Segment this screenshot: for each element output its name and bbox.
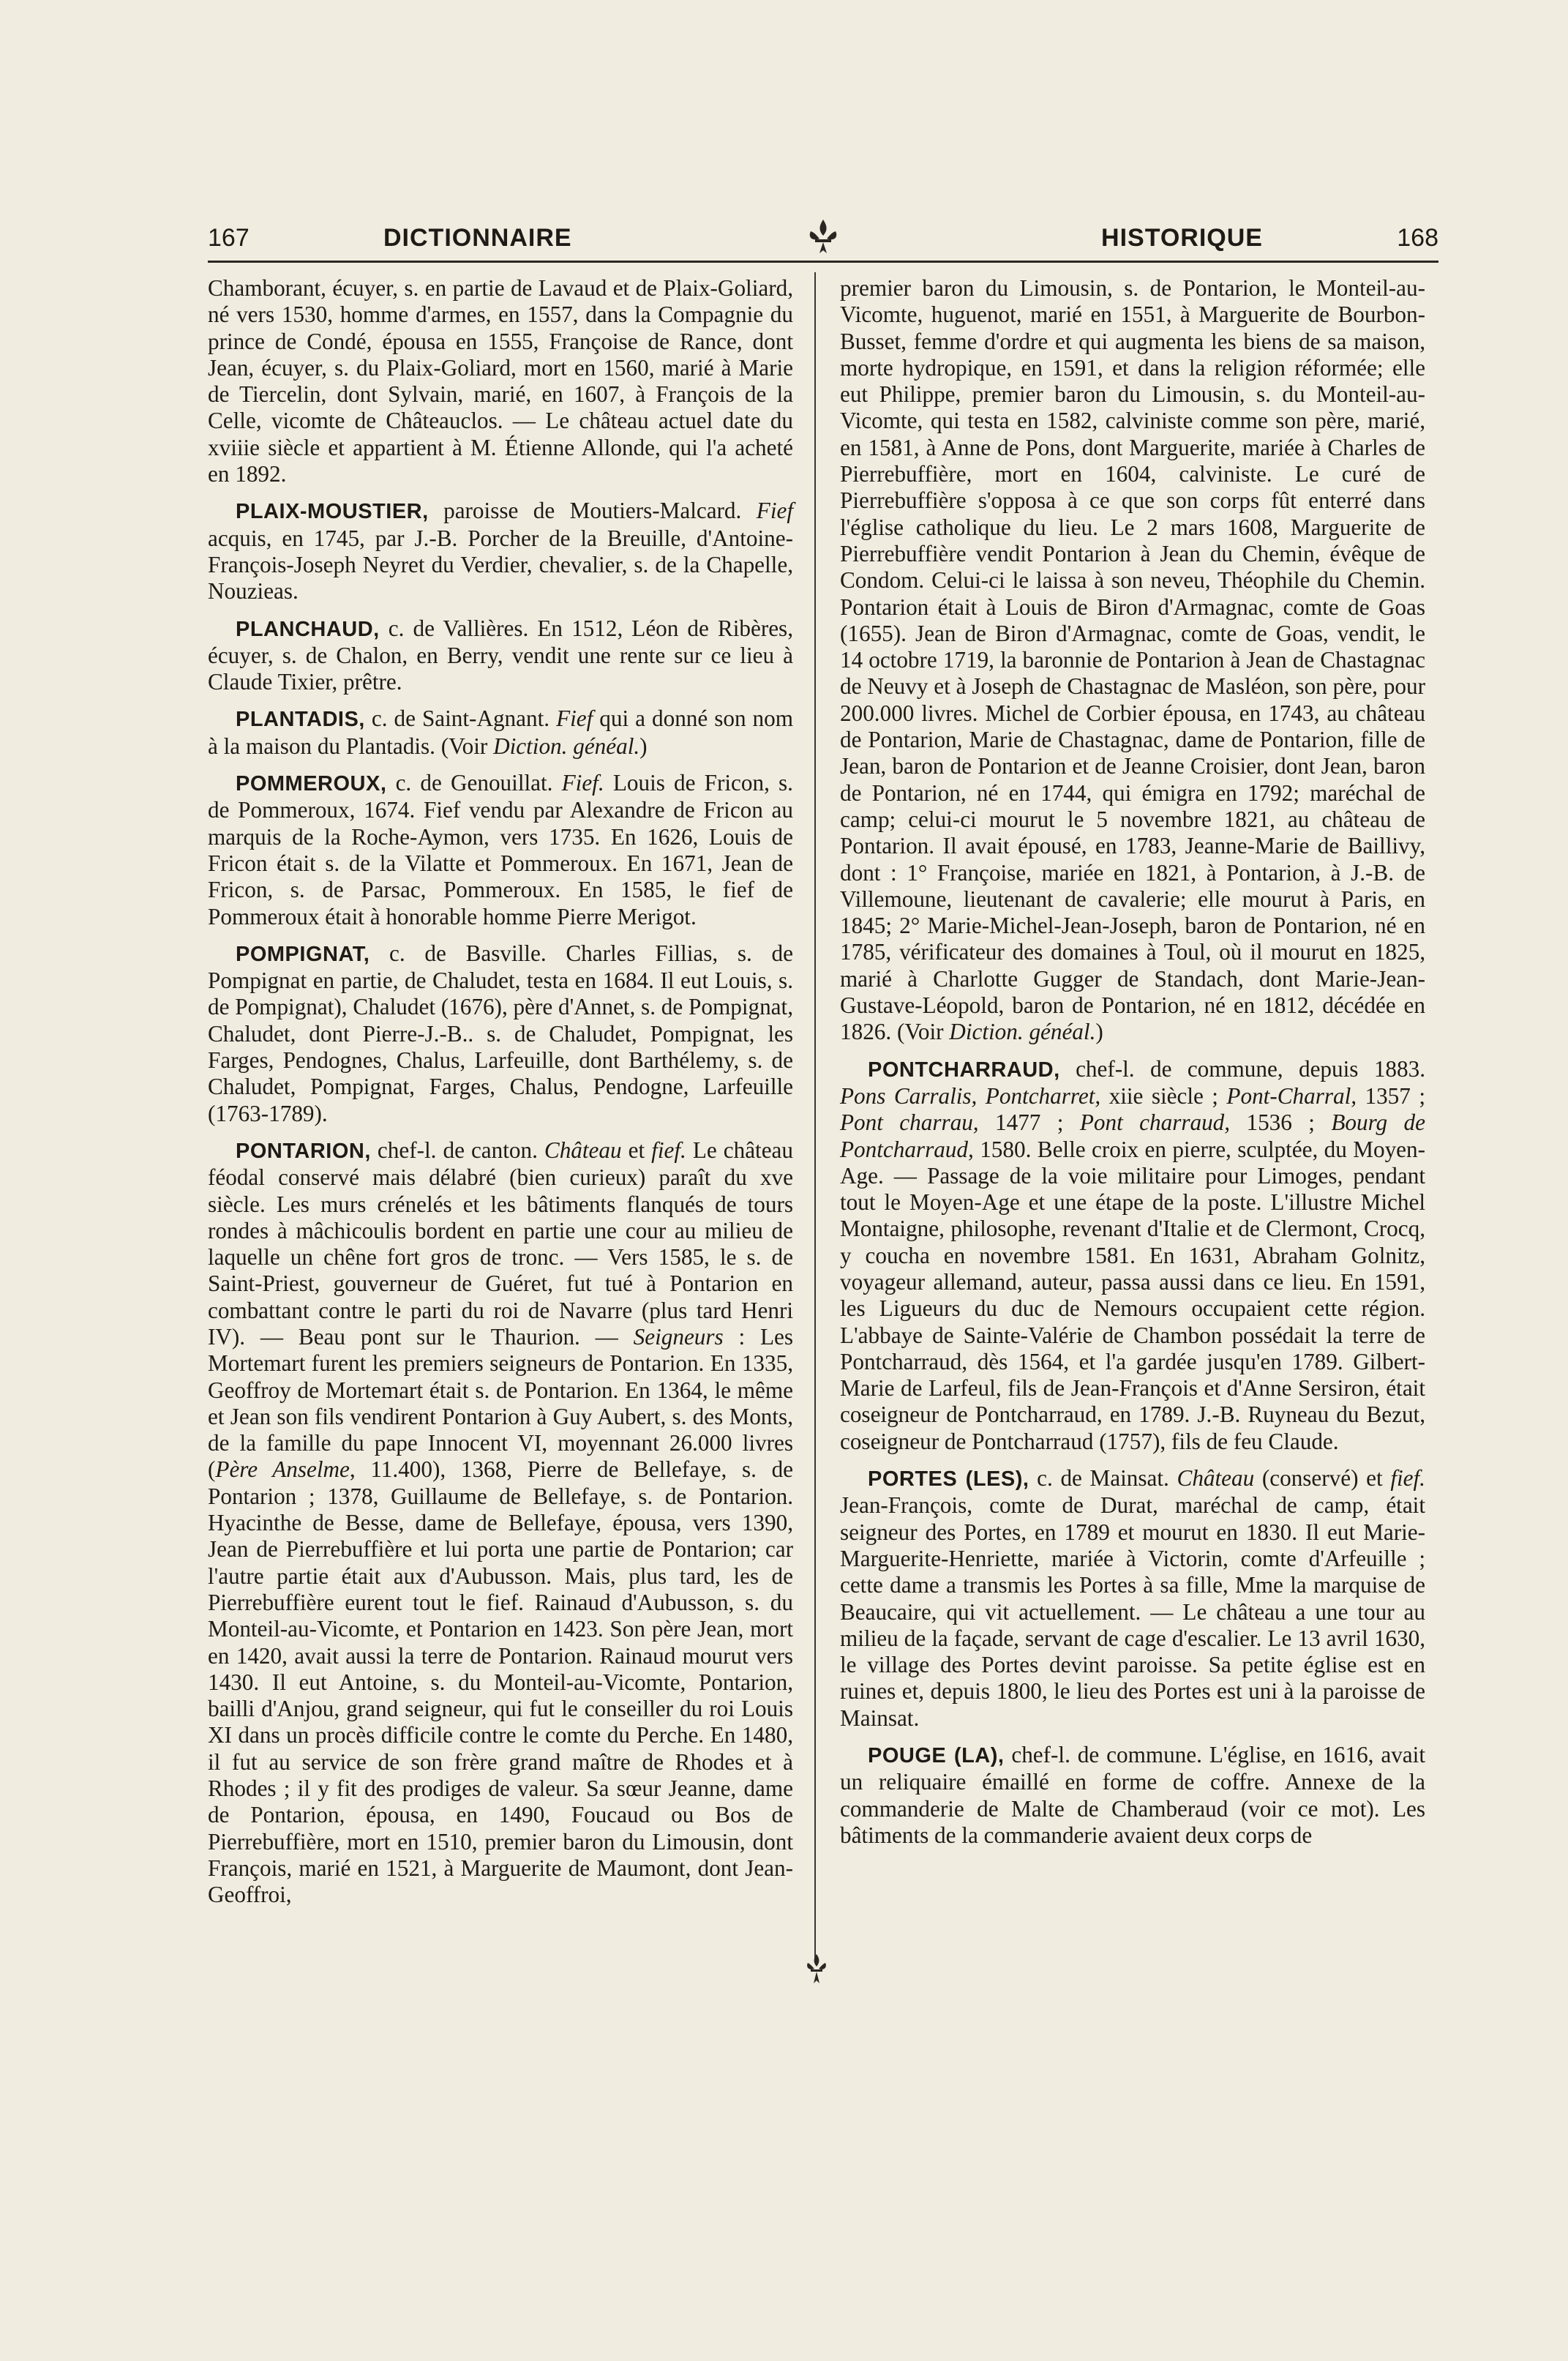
header-rule — [208, 261, 1438, 263]
headword: POMPIGNAT, — [236, 942, 370, 966]
right-column — [840, 275, 1425, 1859]
entry-pouge-la: POUGE (LA), chef-l. de commune. L'église, en 1616, avait un reliquaire émaillé en forme de coffre. Annexe de la commanderie de Malte de Chamberaud (voir ce mot). Les bâtiments de la commanderie avaient deux corps de — [840, 1742, 1425, 1848]
entry-pontcharraud: PONTCHARRAUD, chef-l. de commune, depuis 1883. Pons Carralis, Pontcharret, xiie siècle ; Pont-Charral, 1357 ; Pont charrau, 1477 ; Pont charraud, 1536 ; Bourg de Pontcharraud, 1580. Belle croix en pierre, sculptée, du Moyen-Age. — Passage de la voie militaire pour Limoges, pendant tout le Moyen-Age et une étape de la poste. L'illustre Michel Montaigne, philosophe, revenant d'Italie et de Clermont, Crocq, y coucha en novembre 1581. En 1631, Abraham Golnitz, voyageur allemand, auteur, passa aussi dans ce lieu. En 1591, les Ligueurs du duc de Nemours occupaient cette région. L'abbaye de Sainte-Valérie de Chambon possédait la terre de Pontcharraud, dès 1564, et l'a gardée jusqu'en 1789. Gilbert-Marie de Larfeul, fils de Jean-François et d'Anne Sersiron, était coseigneur de Pontcharraud, en 1789. J.-B. Ruyneau du Bezut, coseigneur de Pontcharraud (1757), fils de feu Claude. — [840, 1055, 1425, 1454]
left-column — [208, 275, 793, 1919]
column-divider — [814, 272, 816, 1963]
headword: PLANTADIS, — [236, 708, 365, 732]
running-title-left: DICTIONNAIRE — [383, 224, 572, 252]
headword: PONTARION, — [236, 1139, 371, 1163]
running-title-right: HISTORIQUE — [1101, 224, 1263, 252]
entry-portes-les: PORTES (LES), c. de Mainsat. Château (conservé) et fief. Jean-François, comte de Durat, maréchal de camp, était seigneur des Portes, en 1789 et mourut en 1830. Il eut Marie-Marguerite-Henriette, mariée à Victorin, comte d'Arfeuille ; cette dame a transmis les Portes à sa fille, Mme la marquise de Beaucaire, qui vit actuellement. — Le château a une tour au milieu de la façade, servant de cage d'escalier. Le 13 avril 1630, le village des Portes devint paroisse. Sa petite église est en ruines et, depuis 1800, le lieu des Portes est uni à la paroisse de Mainsat. — [840, 1465, 1425, 1731]
entry-pommeroux: POMMEROUX, c. de Genouillat. Fief. Louis de Fricon, s. de Pommeroux, 1674. Fief vendu par Alexandre de Fricon au marquis de la Roche-Aymon, vers 1735. En 1626, Louis de Fricon était s. de la Vilatte et Pommeroux. En 1671, Jean de Fricon, s. de Parsac, Pommeroux. En 1585, le fief de Pommeroux était à honorable homme Pierre Merigot. — [208, 770, 793, 929]
entry-planchaud: PLANCHAUD, c. de Vallières. En 1512, Léon de Ribères, écuyer, s. de Chalon, en Berry, vendit une rente sur ce lieu à Claude Tixier, prêtre. — [208, 615, 793, 695]
continued-entry: premier baron du Limousin, s. de Pontarion, le Monteil-au-Vicomte, huguenot, marié en 1551, à Marguerite de Bourbon-Busset, femme d'ordre et qui augmenta les biens de sa maison, morte hydropique, en 1591, et dans la religion réformée; elle eut Philippe, premier baron du Limousin, s. du Monteil-au-Vicomte, qui testa en 1582, calviniste comme son père, marié, en 1581, à Anne de Pons, dont Marguerite, mariée à Charles de Pierrebuffière, mort en 1604, calviniste. Le curé de Pierrebuffière s'opposa à ce que son corps fût enterré dans l'église catholique du lieu. Le 2 mars 1608, Marguerite de Pierrebuffière vendit Pontarion à Jean du Chemin, évêque de Condom. Celui-ci le laissa à son neveu, Théophile du Chemin. Pontarion était à Louis de Biron d'Armagnac, comte de Goas (1655). Jean de Biron d'Armagnac, comte de Goas, vendit, le 14 octobre 1719, la baronnie de Pontarion à Jean de Chastagnac de Neuvy et à Joseph de Chastagnac de Masléon, son père, pour 200.000 livres. Michel de Corbier épousa, en 1743, au château de Pontarion, Marie de Chastagnac, dame de Pontarion, fille de Jean, baron de Pontarion et de Jeanne Croisier, dont Jean, baron de Pontarion, né en 1744, qui émigra en 1792; maréchal de camp; celui-ci mourut le 5 novembre 1821, au château de Pontarion. Il avait épousé, en 1783, Jeanne-Marie de Baillivy, dont : 1° Françoise, mariée en 1821, à Pontarion, à J.-B. de Villemoune, lieutenant de cavalerie; elle mourut à Paris, en 1845; 2° Marie-Michel-Jean-Joseph, baron de Pontarion, né en 1785, vérificateur des domaines à Toul, où il mourut en 1825, marié à Charlotte Gugger de Standach, dont Marie-Jean-Gustave-Léopold, baron de Pontarion, né en 1812, décédée en 1826. (Voir Diction. généal.) — [840, 275, 1425, 1045]
headword: PORTES (LES), — [868, 1467, 1029, 1492]
fleur-de-lis-icon — [802, 217, 844, 259]
headword: PONTCHARRAUD, — [868, 1058, 1060, 1082]
page-number-right: 168 — [1397, 224, 1438, 252]
page-header — [208, 217, 1438, 261]
entry-pompignat: POMPIGNAT, c. de Basville. Charles Fillias, s. de Pompignat en partie, de Chaludet, testa en 1684. Il eut Louis, s. de Pompignat), Chaludet (1676), père d'Annet, s. de Pompignat, Chaludet, dont Pierre-J.-B.. s. de Chaludet, Pompignat, les Farges, Pendognes, Chalus, Larfeuille, dont Barthélemy, s. de Chaludet, Pompignat, Farges, Chalus, Pendogne, Larfeuille (1763-1789). — [208, 940, 793, 1126]
headword: PLAIX-MOUSTIER, — [236, 500, 429, 524]
page-number-left: 167 — [208, 224, 250, 252]
continued-entry: Chamborant, écuyer, s. en partie de Lavaud et de Plaix-Goliard, né vers 1530, homme d'armes, en 1557, dans la Compagnie du prince de Condé, épousa en 1555, Françoise de Rance, dont Jean, écuyer, s. du Plaix-Goliard, mort en 1560, marié à Marie de Tiercelin, dont Sylvain, marié, en 1607, à François de la Celle, vicomte de Châteauclos. — Le château actuel date du xviiie siècle et appartient à M. Étienne Allonde, qui l'a acheté en 1892. — [208, 275, 793, 487]
headword: PLANCHAUD, — [236, 617, 380, 641]
entry-plantadis: PLANTADIS, c. de Saint-Agnant. Fief qui a donné son nom à la maison du Plantadis. (Voir Diction. généal.) — [208, 706, 793, 759]
entry-plaix-moustier: PLAIX-MOUSTIER, paroisse de Moutiers-Malcard. Fief acquis, en 1745, par J.-B. Porcher de la Breuille, d'Antoine-François-Joseph Neyret du Verdier, chevalier, s. de la Chapelle, Nouzieas. — [208, 498, 793, 605]
headword: POMMEROUX, — [236, 772, 387, 796]
headword: POUGE (LA), — [868, 1744, 1005, 1768]
bottom-ornament-icon — [802, 1953, 831, 1988]
entry-pontarion: PONTARION, chef-l. de canton. Château et fief. Le château féodal conservé mais délabré (bien curieux) paraît du xve siècle. Les murs crénelés et les bâtiments flanqués de tours rondes à mâchicoulis bordent en partie une cour au milieu de laquelle un chêne fort gros de tronc. — Vers 1585, le s. de Saint-Priest, gouverneur de Guéret, fut tué à Pontarion en combattant contre le parti du roi de Navarre (plus tard Henri IV). — Beau pont sur le Thaurion. — Seigneurs : Les Mortemart furent les premiers seigneurs de Pontarion. En 1335, Geoffroy de Mortemart était s. de Pontarion. En 1364, le même et Jean son fils vendirent Pontarion à Guy Aubert, s. des Monts, de la famille du pape Innocent VI, moyennant 26.000 livres (Père Anselme, 11.400), 1368, Pierre de Bellefaye, s. de Pontarion ; 1378, Guillaume de Bellefaye, s. de Pontarion. Hyacinthe de Besse, dame de Bellefaye, épousa, vers 1390, Jean de Pierrebuffière et lui porta une partie de Pontarion; car l'autre partie était aux d'Aubusson. Mais, plus tard, les de Pierrebuffière eurent tout le fief. Rainaud d'Aubusson, s. du Monteil-au-Vicomte, et Pontarion en 1423. Son père Jean, mort en 1420, avait aussi la terre de Pontarion. Rainaud mourut vers 1430. Il eut Antoine, s. du Monteil-au-Vicomte, Pontarion, bailli d'Anjou, grand seigneur, qui fut le conseiller du roi Louis XI dans un procès difficile contre le comte du Perche. En 1480, il fut au service de son frère grand maître de Rhodes et à Rhodes ; il y fit des prodiges de valeur. Sa sœur Jeanne, dame de Pontarion, épousa, en 1490, Foucaud ou Bos de Pierrebuffière, mort en 1510, premier baron du Limousin, dont François, marié en 1521, à Marguerite de Maumont, dont Jean-Geoffroi, — [208, 1137, 793, 1908]
